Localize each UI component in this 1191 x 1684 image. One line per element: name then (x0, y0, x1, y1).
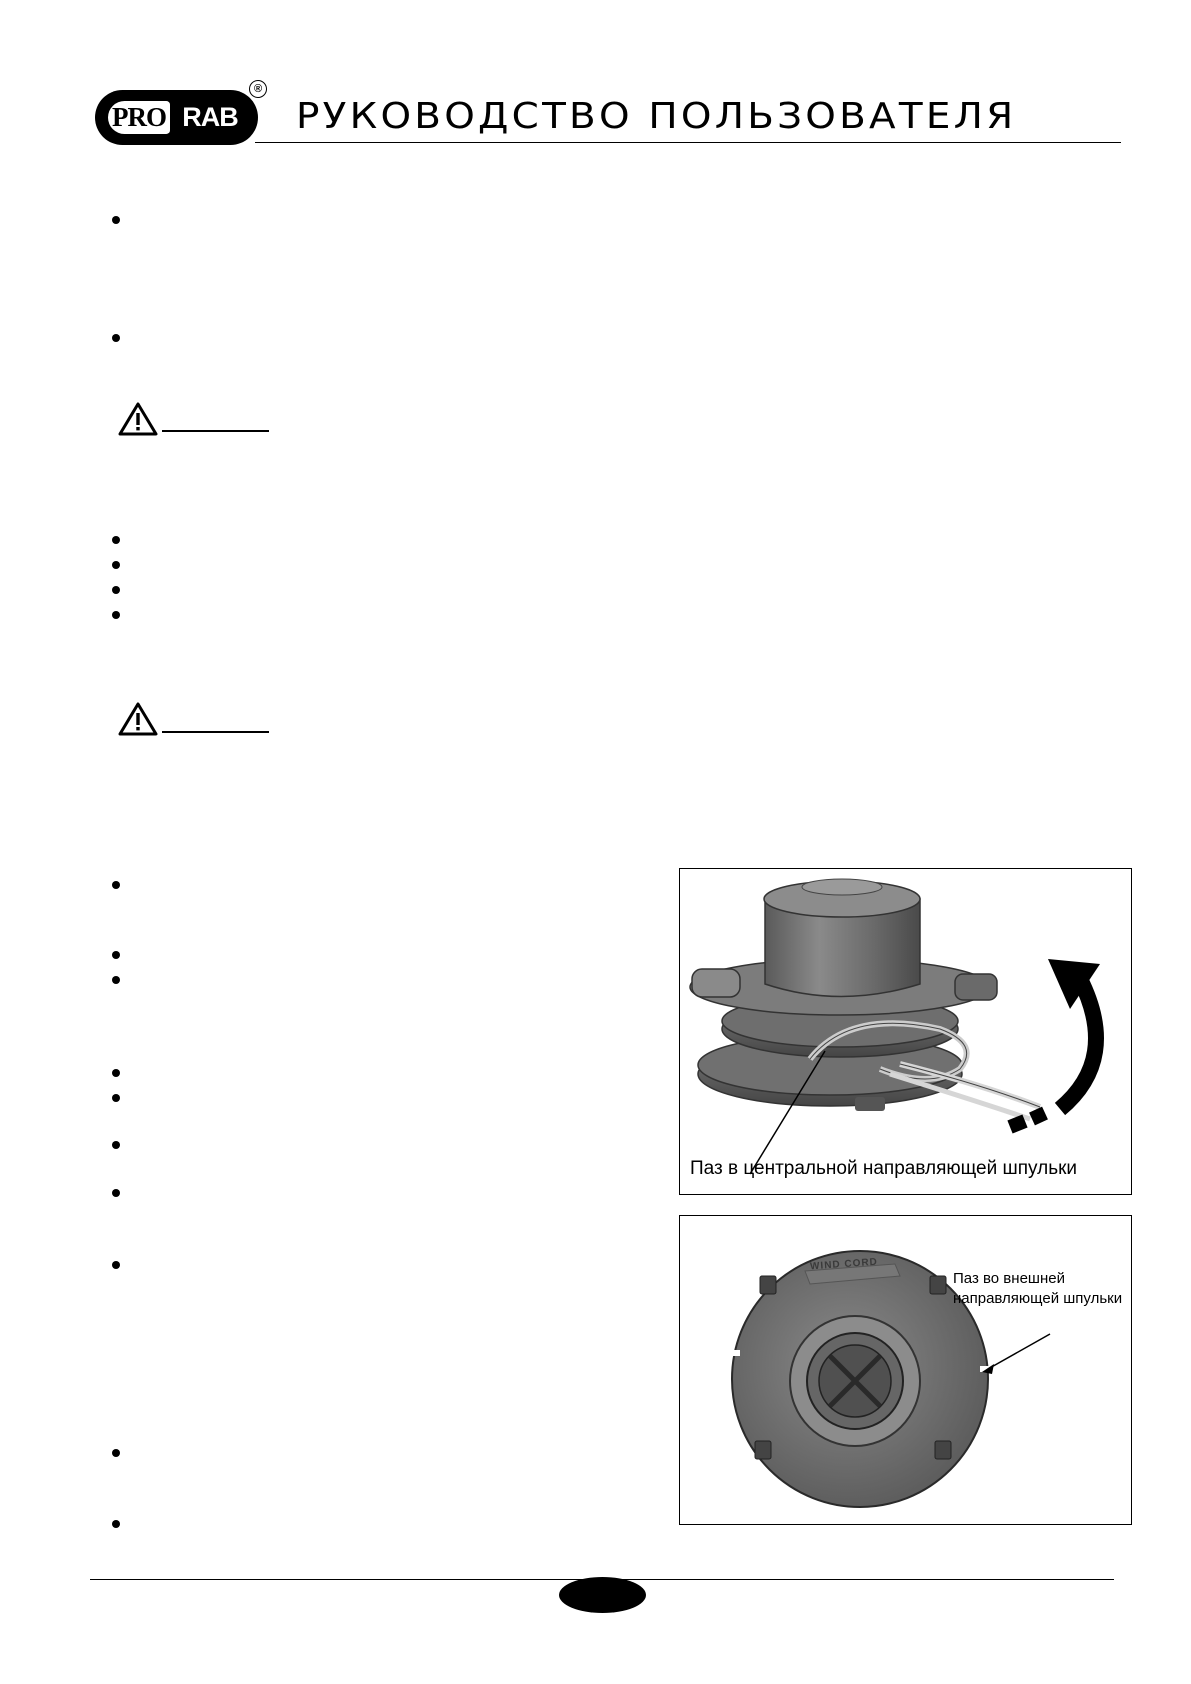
bullet (112, 1094, 120, 1102)
registered-mark: ® (249, 80, 267, 98)
warning-underline (162, 430, 269, 432)
figure-caption-line1: Паз во внешней (953, 1270, 1065, 1287)
logo-rab-text: RAB (182, 102, 238, 132)
figure-caption-line2: направляющей шпульки (953, 1290, 1123, 1307)
header-divider (255, 142, 1121, 143)
warning-underline (162, 731, 269, 733)
bullet (112, 1520, 120, 1528)
figure-caption: Паз в центральной направляющей шпульки (690, 1158, 1078, 1179)
bullet (112, 1189, 120, 1197)
spool-top-image (680, 1216, 1131, 1524)
bullet (112, 586, 120, 594)
bullet (112, 881, 120, 889)
figure-embossed-text: WIND CORD (809, 1256, 879, 1273)
bullet (112, 216, 120, 224)
spool-side-image (680, 869, 1131, 1194)
bullet (112, 1141, 120, 1149)
bullet (112, 1449, 120, 1457)
bullet (112, 976, 120, 984)
warning-triangle-icon (118, 402, 158, 436)
bullet (112, 611, 120, 619)
bullet (112, 561, 120, 569)
bullet (112, 1261, 120, 1269)
figure-spool-top (679, 1215, 1132, 1525)
bullet (112, 1069, 120, 1077)
page-title: РУКОВОДСТВО ПОЛЬЗОВАТЕЛЯ (296, 96, 1017, 137)
logo-pro-text: PRO (108, 101, 170, 134)
warning-triangle-icon (118, 702, 158, 736)
logo-badge (95, 90, 258, 145)
figure-spool-side (679, 868, 1132, 1195)
bullet (112, 951, 120, 959)
page-number-badge (559, 1577, 646, 1613)
bullet (112, 536, 120, 544)
bullet (112, 334, 120, 342)
